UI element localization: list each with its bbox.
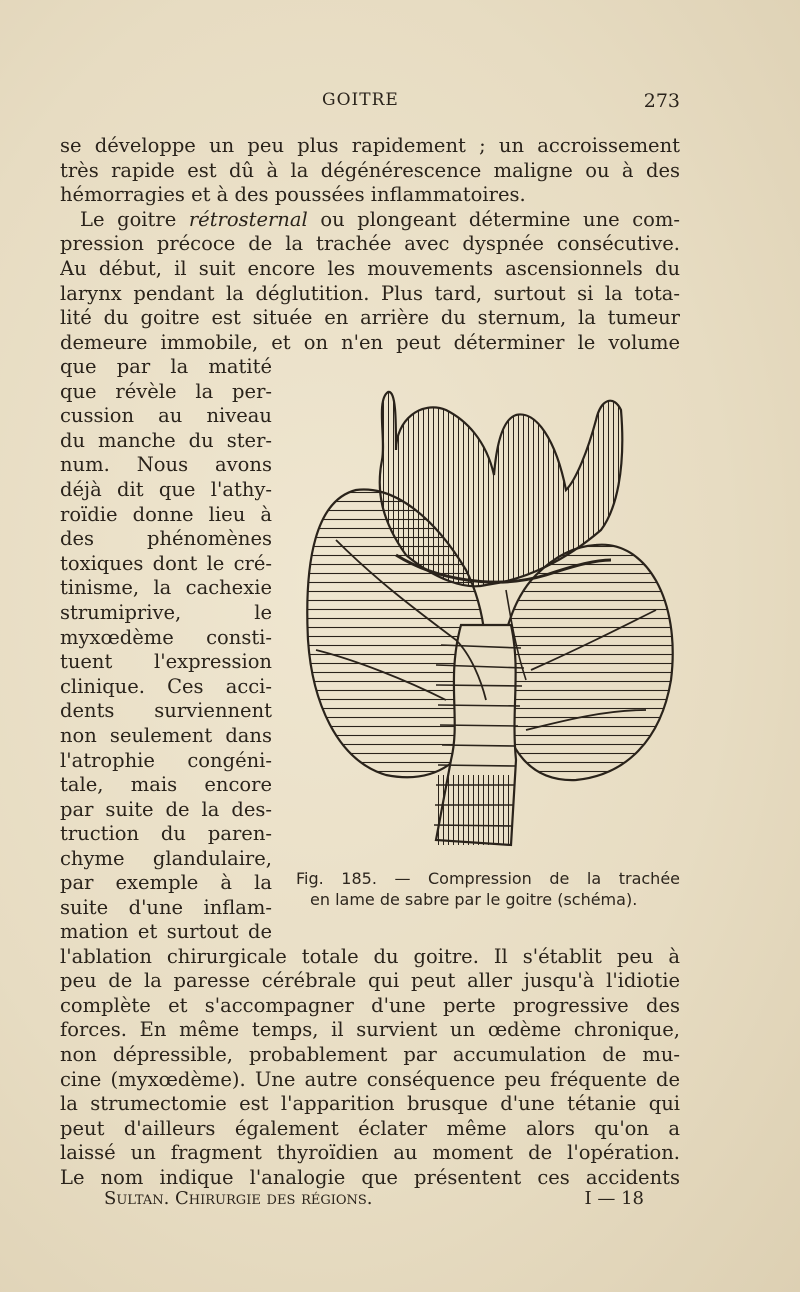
text-line: demeure immobile, et on n'en peut déterminer le volume [60, 330, 680, 354]
text-line: laissé un fragment thyroïdien au moment de l'opération. [60, 1141, 680, 1165]
goitre-trachea-illustration [296, 380, 680, 850]
paragraph-bottom [60, 920, 680, 1191]
text-line: forces. En même temps, il survient un œdème chronique, [60, 1018, 680, 1042]
running-title: GOITRE [322, 90, 399, 110]
text-line: déjà dit que l'athy- [60, 477, 272, 501]
text-line: du manche du ster- [60, 428, 272, 452]
text-line: cine (myxœdème). Une autre conséquence peu fréquente de [60, 1067, 680, 1091]
footer-signature: Sultan. Chirurgie des régions. [104, 1188, 373, 1209]
text-line: par exemple à la [60, 871, 272, 895]
text-line: cussion au niveau [60, 404, 272, 428]
text-line: non dépressible, probablement par accumulation de mu- [60, 1042, 680, 1066]
text-line: Au début, il suit encore les mouvements ascensionnels du [60, 256, 680, 280]
text-line: peut d'ailleurs également éclater même alors qu'on a [60, 1116, 680, 1140]
paragraph-top [60, 134, 680, 355]
page-number: 273 [643, 90, 680, 112]
text-line: tale, mais encore [60, 773, 272, 797]
text-line: se développe un peu plus rapidement ; un accroissement [60, 134, 680, 157]
text-line: suite d'une inflam- [60, 896, 272, 920]
text-line: que par la matité [60, 355, 272, 378]
text-line: roïdie donne lieu à [60, 502, 272, 526]
text-line: que révèle la per- [60, 379, 272, 403]
text-line: Le goitre rétrosternal ou plongeant détermine une com- [80, 207, 680, 231]
text-line: des phénomènes [60, 527, 272, 551]
text-line: tuent l'expression [60, 650, 272, 674]
text-line: complète et s'accompagner d'une perte progressive des [60, 993, 680, 1017]
text-line: chyme glandulaire, [60, 846, 272, 870]
narrow-column [60, 355, 272, 921]
text-line: myxœdème consti- [60, 625, 272, 649]
text-line: par suite de la des- [60, 797, 272, 821]
text-line: non seulement dans [60, 723, 272, 747]
text-line: mation et surtout de [60, 920, 272, 943]
text-line: strumiprive, le [60, 600, 272, 624]
footer-sheet-number: I — 18 [584, 1188, 644, 1209]
text-line: num. Nous avons [60, 453, 272, 477]
caption-line: en lame de sabre par le goitre (schéma). [310, 890, 638, 909]
text-line: l'atrophie congéni- [60, 748, 272, 772]
text-line: pression précoce de la trachée avec dyspnée consécutive. [60, 232, 680, 256]
text-line: très rapide est dû à la dégénérescence maligne ou à des [60, 158, 680, 182]
text-line: clinique. Ces acci- [60, 674, 272, 698]
figure-caption [296, 868, 680, 910]
text-line: larynx pendant la déglutition. Plus tard, surtout si la tota- [60, 281, 680, 305]
text-line: toxiques dont le cré- [60, 551, 272, 575]
text-line: peu de la paresse cérébrale qui peut aller jusqu'à l'idiotie [60, 969, 680, 993]
text-line: truction du paren- [60, 822, 272, 846]
text-line: lité du goitre est située en arrière du sternum, la tumeur [60, 306, 680, 330]
caption-line: Fig. 185. — Compression de la trachée [296, 869, 680, 888]
page-header [60, 90, 680, 116]
text-line: la strumectomie est l'apparition brusque d'une tétanie qui [60, 1092, 680, 1116]
text-line: l'ablation chirurgicale totale du goitre. Il s'établit peu à [60, 944, 680, 968]
text-line: Le nom indique l'analogie que présentent ces accidents [60, 1165, 680, 1189]
text-line: dents surviennent [60, 699, 272, 723]
text-line: tinisme, la cachexie [60, 576, 272, 600]
text-line: hémorragies et à des poussées inflammatoires. [60, 183, 526, 207]
